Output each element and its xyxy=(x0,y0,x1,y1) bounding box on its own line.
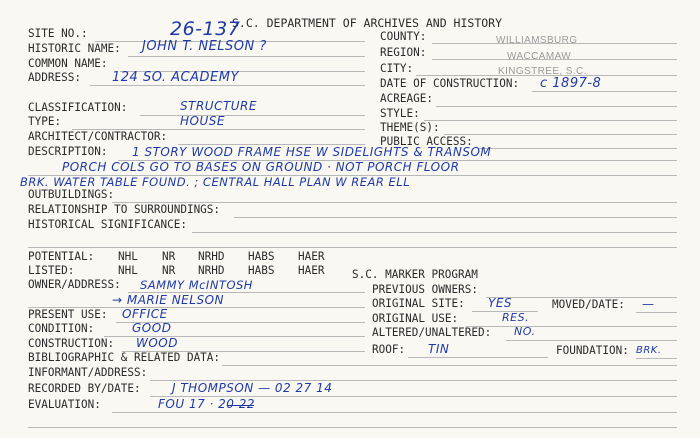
label-address: ADDRESS: xyxy=(28,70,81,85)
label-county: COUNTY: xyxy=(380,29,427,44)
listed-nhl: NHL xyxy=(118,263,138,278)
address-line xyxy=(90,85,365,86)
label-condition: CONDITION: xyxy=(28,321,95,336)
theme-line xyxy=(444,134,677,135)
label-theme: THEME(S): xyxy=(380,120,440,135)
value-description-1: 1 STORY WOOD FRAME HSE W SIDELIGHTS & TRANSOM xyxy=(132,145,492,159)
label-construction: CONSTRUCTION: xyxy=(28,336,115,351)
value-date-of-construction: c 1897-8 xyxy=(540,76,602,91)
potential-nhl: NHL xyxy=(118,249,138,264)
label-bibliographic: BIBLIOGRAPHIC & RELATED DATA: xyxy=(28,350,221,365)
label-moved-date: MOVED/DATE: xyxy=(552,297,625,312)
agency-header: S.C. DEPARTMENT OF ARCHIVES AND HISTORY xyxy=(232,15,503,31)
label-roof: ROOF: xyxy=(372,342,406,357)
classification-line xyxy=(140,115,365,116)
marker-program: S.C. MARKER PROGRAM xyxy=(352,267,478,282)
label-foundation: FOUNDATION: xyxy=(556,343,629,358)
blank-line-bottom xyxy=(28,427,677,428)
value-classification: STRUCTURE xyxy=(180,99,257,113)
label-present-use: PRESENT USE: xyxy=(28,307,108,322)
acreage-line xyxy=(436,106,677,107)
altered-line xyxy=(506,340,677,341)
label-outbuildings: OUTBUILDINGS: xyxy=(28,187,115,202)
label-type: TYPE: xyxy=(28,114,62,129)
value-present-use: OFFICE xyxy=(122,307,168,321)
date-of-construction-line xyxy=(532,91,677,92)
label-architect: ARCHITECT/CONTRACTOR: xyxy=(28,129,168,144)
listed-nr: NR xyxy=(162,263,176,278)
value-foundation: BRK. xyxy=(636,345,662,356)
moved-date-line xyxy=(636,312,677,313)
label-date-of-construction: DATE OF CONSTRUCTION: xyxy=(380,76,520,91)
style-line xyxy=(424,120,677,121)
label-style: STYLE: xyxy=(380,106,420,121)
foundation-line xyxy=(636,358,677,359)
value-roof: TIN xyxy=(428,342,450,356)
value-original-use: RES. xyxy=(502,311,530,324)
potential-habs: HABS xyxy=(248,249,275,264)
label-description: DESCRIPTION: xyxy=(28,144,108,159)
value-site-no: 26-137 xyxy=(170,18,241,40)
value-evaluation: FOU 17 · 20 22 xyxy=(158,397,256,411)
label-potential: POTENTIAL: xyxy=(28,249,95,264)
value-moved-date: — xyxy=(642,297,655,311)
public-access-line xyxy=(478,148,677,149)
stamp-county: WILLIAMSBURG xyxy=(496,35,578,46)
listed-habs: HABS xyxy=(248,263,275,278)
historic-name-line xyxy=(128,56,365,57)
label-informant: INFORMANT/ADDRESS: xyxy=(28,365,148,380)
roof-line xyxy=(408,357,548,358)
listed-haer: HAER xyxy=(298,263,325,278)
listed-nrhd: NRHD xyxy=(198,263,225,278)
label-historic-name: HISTORIC NAME: xyxy=(28,41,121,56)
stamp-region: WACCAMAW xyxy=(507,51,572,62)
value-description-2: PORCH COLS GO TO BASES ON GROUND · NOT PORCH FLOOR xyxy=(62,160,460,174)
relationship-line xyxy=(234,217,677,218)
value-condition: GOOD xyxy=(132,321,172,335)
label-previous-owners: PREVIOUS OWNERS: xyxy=(372,282,478,297)
original-use-line xyxy=(466,326,677,327)
label-classification: CLASSIFICATION: xyxy=(28,100,128,115)
value-address: 124 SO. ACADEMY xyxy=(112,70,239,85)
label-recorded-by: RECORDED BY/DATE: xyxy=(28,381,141,396)
value-description-3: BRK. WATER TABLE FOUND. ; CENTRAL HALL PLAN W REAR ELL xyxy=(20,175,411,189)
stamp-city: KINGSTREE, S.C. xyxy=(498,66,587,77)
label-evaluation: EVALUATION: xyxy=(28,397,101,412)
bibliographic-line xyxy=(222,365,677,366)
label-original-use: ORIGINAL USE: xyxy=(372,311,459,326)
potential-nr: NR xyxy=(162,249,176,264)
label-historical-significance: HISTORICAL SIGNIFICANCE: xyxy=(28,217,187,232)
value-recorded-by: J THOMPSON — 02 27 14 xyxy=(172,381,333,395)
evaluation-line xyxy=(112,412,677,413)
label-listed: LISTED: xyxy=(28,263,75,278)
scratch-out-mark xyxy=(228,405,254,406)
label-acreage: ACREAGE: xyxy=(380,91,433,106)
value-owner: SAMMY McINTOSH xyxy=(140,278,253,292)
historical-significance-line xyxy=(192,232,677,233)
potential-nrhd: NRHD xyxy=(198,249,225,264)
label-relationship: RELATIONSHIP TO SURROUNDINGS: xyxy=(28,202,221,217)
value-construction: WOOD xyxy=(136,336,178,350)
value-altered: NO. xyxy=(514,325,536,338)
label-site-no: SITE NO.: xyxy=(28,26,88,41)
label-common-name: COMMON NAME: xyxy=(28,56,108,71)
value-owner-2: → MARIE NELSON xyxy=(112,293,224,307)
label-public-access: PUBLIC ACCESS: xyxy=(380,134,473,149)
label-owner-address: OWNER/ADDRESS: xyxy=(28,277,121,292)
label-region: REGION: xyxy=(380,45,427,60)
label-altered: ALTERED/UNALTERED: xyxy=(372,325,492,340)
potential-haer: HAER xyxy=(298,249,325,264)
label-original-site: ORIGINAL SITE: xyxy=(372,296,465,311)
value-original-site: YES xyxy=(488,296,513,310)
label-city: CITY: xyxy=(380,61,414,76)
value-historic-name: JOHN T. NELSON ? xyxy=(142,39,267,54)
blank-line-1 xyxy=(28,247,677,248)
value-type: HOUSE xyxy=(180,114,225,128)
